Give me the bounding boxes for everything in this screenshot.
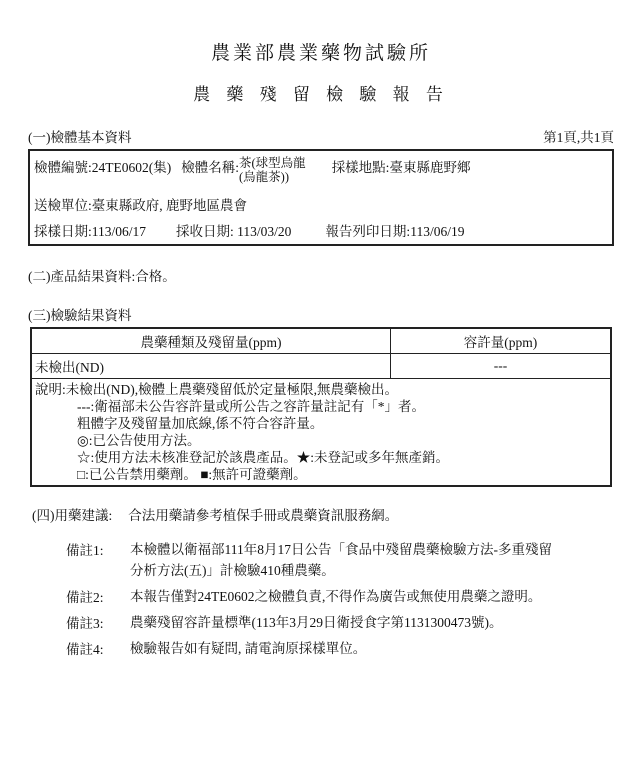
note-line: □:已公告禁用藥劑。 ■:無許可證藥劑。	[77, 466, 307, 482]
sample-name-value	[239, 156, 306, 185]
remark-line: 本檢體以衛福部111年8月17日公告「食品中殘留農藥檢驗方法-多重殘留	[130, 541, 552, 557]
specimen-row-1	[34, 156, 608, 185]
notes-row	[31, 378, 611, 486]
sample-name-label: 檢體名稱:	[181, 160, 240, 175]
advice-heading: (四)用藥建議:	[32, 507, 113, 523]
note-line: ---:衛福部未公告容許量或所公告之容許量註記有「*」者。	[77, 398, 425, 414]
specimen-row-2	[34, 194, 608, 214]
sampling-date-value: 113/06/17	[91, 223, 147, 239]
print-date-field	[325, 220, 464, 240]
print-date-label: 報告列印日期:	[325, 223, 411, 239]
remark-text: 農藥殘留容許量標準(113年3月29日衛授食字第1131300473號)。	[130, 614, 503, 630]
remark-row	[66, 586, 614, 607]
section1-heading: (一)檢體基本資料	[28, 130, 132, 145]
sample-name-line2: (烏龍茶))	[239, 170, 290, 185]
pesticide-column-header: 農藥種類及殘留量(ppm)	[31, 328, 391, 354]
harvest-date-label: 採收日期:	[176, 223, 234, 239]
note-line: ☆:使用方法未核准登記於該農產品。★:未登記或多年無產銷。	[77, 449, 450, 465]
results-table	[30, 327, 612, 487]
results-header-row	[31, 328, 611, 354]
sample-number-field	[34, 156, 171, 176]
remark-row	[66, 539, 614, 581]
org-title: 農業部農業藥物試驗所	[210, 43, 431, 64]
sampling-location-field	[332, 156, 471, 176]
remark-text: 檢驗報告如有疑問, 請電詢原採樣單位。	[130, 640, 367, 656]
submitter-value: 臺東縣政府, 鹿野地區農會	[91, 197, 248, 213]
sampling-location-value: 臺東縣鹿野鄉	[389, 160, 471, 175]
sample-number-label: 檢體編號:	[34, 160, 92, 175]
sample-name-line1: 茶(球型烏龍	[239, 156, 306, 170]
remark-row	[66, 612, 614, 633]
note-line: ◎:已公告使用方法。	[77, 432, 201, 448]
sampling-location-label: 採樣地點:	[331, 160, 390, 175]
advice-text: 合法用藥請參考植保手冊或農藥資訊服務網。	[128, 507, 399, 523]
limit-cell: ---	[391, 353, 611, 378]
notes-cell	[31, 378, 611, 486]
remarks-block	[66, 539, 614, 659]
print-date-value: 113/06/19	[410, 223, 465, 239]
section1-header	[28, 126, 614, 146]
remark-row	[66, 638, 614, 659]
harvest-date-field	[176, 220, 291, 240]
sample-number-value: 24TE0602(集)	[91, 160, 172, 175]
table-row	[31, 353, 611, 378]
remark-label: 備註3:	[66, 615, 104, 631]
report-title: 農 藥 殘 留 檢 驗 報 告	[193, 85, 449, 104]
remark-label: 備註1:	[66, 542, 104, 558]
remark-text: 本報告僅對24TE0602之檢體負責,不得作為廣告或無使用農藥之證明。	[130, 588, 542, 604]
note-line: 粗體字及殘留量加底線,係不符合容許量。	[77, 415, 324, 431]
remark-text	[130, 539, 552, 581]
test-result-heading: (三)檢驗結果資料	[28, 307, 132, 323]
advice-section	[32, 504, 614, 524]
harvest-date-value: 113/03/20	[237, 223, 292, 239]
page-indicator: 第1頁,共1頁	[543, 130, 614, 145]
specimen-row-3	[34, 220, 608, 240]
product-result-heading: (二)產品結果資料:合格。	[28, 268, 176, 284]
sampling-date-label: 採樣日期:	[34, 223, 92, 239]
limit-column-header: 容許量(ppm)	[391, 328, 611, 354]
note-line: 說明:未檢出(ND),檢體上農藥殘留低於定量極限,無農藥檢出。	[35, 381, 398, 397]
sampling-date-field	[34, 220, 146, 240]
remark-label: 備註2:	[66, 589, 104, 605]
remark-line: 分析方法(五)」計檢驗410種農藥。	[130, 562, 335, 578]
remark-label: 備註4:	[66, 641, 104, 657]
specimen-info-box	[28, 149, 614, 246]
pesticide-cell: 未檢出(ND)	[31, 353, 391, 378]
submitter-label: 送檢單位:	[34, 197, 92, 213]
